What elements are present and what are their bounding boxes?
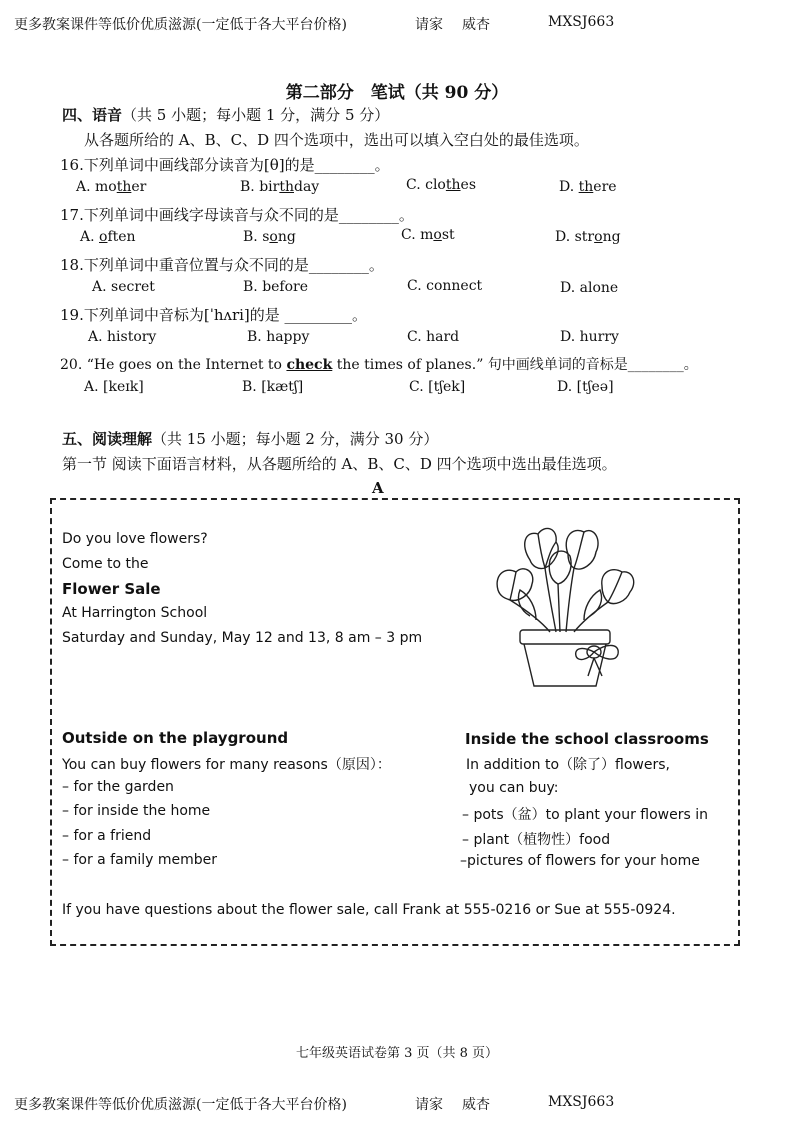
section4-heading [62, 104, 389, 125]
question-16-stem: 16.下列单词中画线部分读音为[θ]的是________。 [60, 156, 390, 174]
q19-option-c: C. hard [407, 329, 460, 345]
section5-heading-note: （共 15 小题；每小题 2 分，满分 30 分） [152, 430, 439, 448]
section4-instruction: 从各题所给的 A、B、C、D 四个选项中，选出可以填入空白处的最佳选项。 [84, 131, 589, 149]
section5-heading-title: 五、阅读理解 [62, 430, 153, 448]
flyer-line-2: Come to the [62, 556, 149, 572]
section5-sub-instruction: 第一节 阅读下面语言材料，从各题所给的 A、B、C、D 四个选项中选出最佳选项。 [62, 455, 617, 473]
header-banner-text: 更多教案课件等低价优质滋源(一定低于各大平台价格) [14, 17, 347, 33]
q19-option-d: D. hurry [560, 329, 619, 345]
question-20-stem: 20. “He goes on the Internet to check the times of planes.” 句中画线单词的音标是________。 [60, 357, 698, 373]
footer-banner-text: 更多教案课件等低价优质滋源(一定低于各大平台价格) [14, 1097, 347, 1113]
question-17-stem: 17.下列单词中画线字母读音与众不同的是________。 [60, 206, 414, 224]
q16-option-d: D. there [559, 179, 617, 195]
flyer-left-item: – for a family member [62, 852, 217, 868]
section4-heading-note: （共 5 小题；每小题 1 分，满分 5 分） [122, 106, 390, 124]
footer-contact-label: 请家 [415, 1097, 443, 1113]
flyer-location: At Harrington School [62, 605, 208, 621]
flyer-left-item: – for inside the home [62, 803, 211, 819]
flower-pot-illustration [490, 520, 640, 690]
header-code: MXSJ663 [548, 14, 615, 30]
page-footer: 七年级英语试卷第 3 页（共 8 页） [295, 1046, 499, 1061]
header-contact-name: 威杏 [462, 17, 490, 33]
section4-heading-title: 四、语音 [62, 106, 123, 124]
q17-option-d: D. strong [555, 229, 621, 245]
question-18-stem: 18.下列单词中重音位置与众不同的是________。 [60, 256, 384, 274]
flyer-contact-line: If you have questions about the flower sale, call Frank at 555-0216 or Sue at 555-0924. [62, 902, 676, 918]
header-contact-label: 请家 [415, 17, 443, 33]
part-title: 第二部分 笔试（共 90 分） [285, 83, 509, 103]
flyer-left-heading: Outside on the playground [62, 729, 289, 747]
flyer-left-intro: You can buy flowers for many reasons（原因）： [62, 757, 391, 773]
flyer-left-item: – for a friend [62, 828, 152, 844]
flyer-right-item: – pots（盆）to plant your flowers in [462, 807, 708, 823]
footer-code: MXSJ663 [548, 1094, 615, 1110]
q18-option-b: B. before [243, 279, 309, 295]
q18-option-c: C. connect [407, 278, 483, 294]
q16-option-b: B. birthday [240, 179, 320, 195]
question-19-stem: 19.下列单词中音标为[ˈhʌri]的是 _________。 [60, 306, 368, 324]
q17-option-a: A. often [80, 229, 136, 245]
flyer-right-item: – plant（植物性）food [462, 832, 611, 848]
q17-option-c: C. most [401, 227, 455, 243]
flyer-right-intro-2: you can buy: [469, 780, 559, 796]
q20-option-a: A. [keɪk] [84, 379, 144, 395]
q16-option-c: C. clothes [406, 177, 477, 193]
flyer-right-intro-1: In addition to（除了）flowers, [466, 757, 670, 773]
passage-label: A [372, 479, 384, 497]
q19-option-b: B. happy [247, 329, 310, 345]
q20-option-b: B. [kætʃ] [242, 379, 304, 395]
flyer-datetime: Saturday and Sunday, May 12 and 13, 8 am – 3 pm [62, 630, 423, 646]
footer-contact-name: 威杏 [462, 1097, 490, 1113]
q20-option-c: C. [tʃek] [409, 379, 466, 395]
flyer-left-item: – for the garden [62, 779, 174, 795]
q20-option-d: D. [tʃeə] [557, 379, 614, 395]
q18-option-a: A. secret [92, 279, 155, 295]
q18-option-d: D. alone [560, 280, 619, 296]
flyer-right-item: –pictures of flowers for your home [460, 853, 700, 869]
flyer-event-name: Flower Sale [62, 580, 161, 598]
flyer-right-heading: Inside the school classrooms [465, 730, 709, 748]
q17-option-b: B. song [243, 229, 296, 245]
flyer-line-1: Do you love flowers? [62, 531, 208, 547]
q19-option-a: A. history [88, 329, 157, 345]
section5-heading [62, 428, 438, 449]
q16-option-a: A. mother [76, 179, 147, 195]
